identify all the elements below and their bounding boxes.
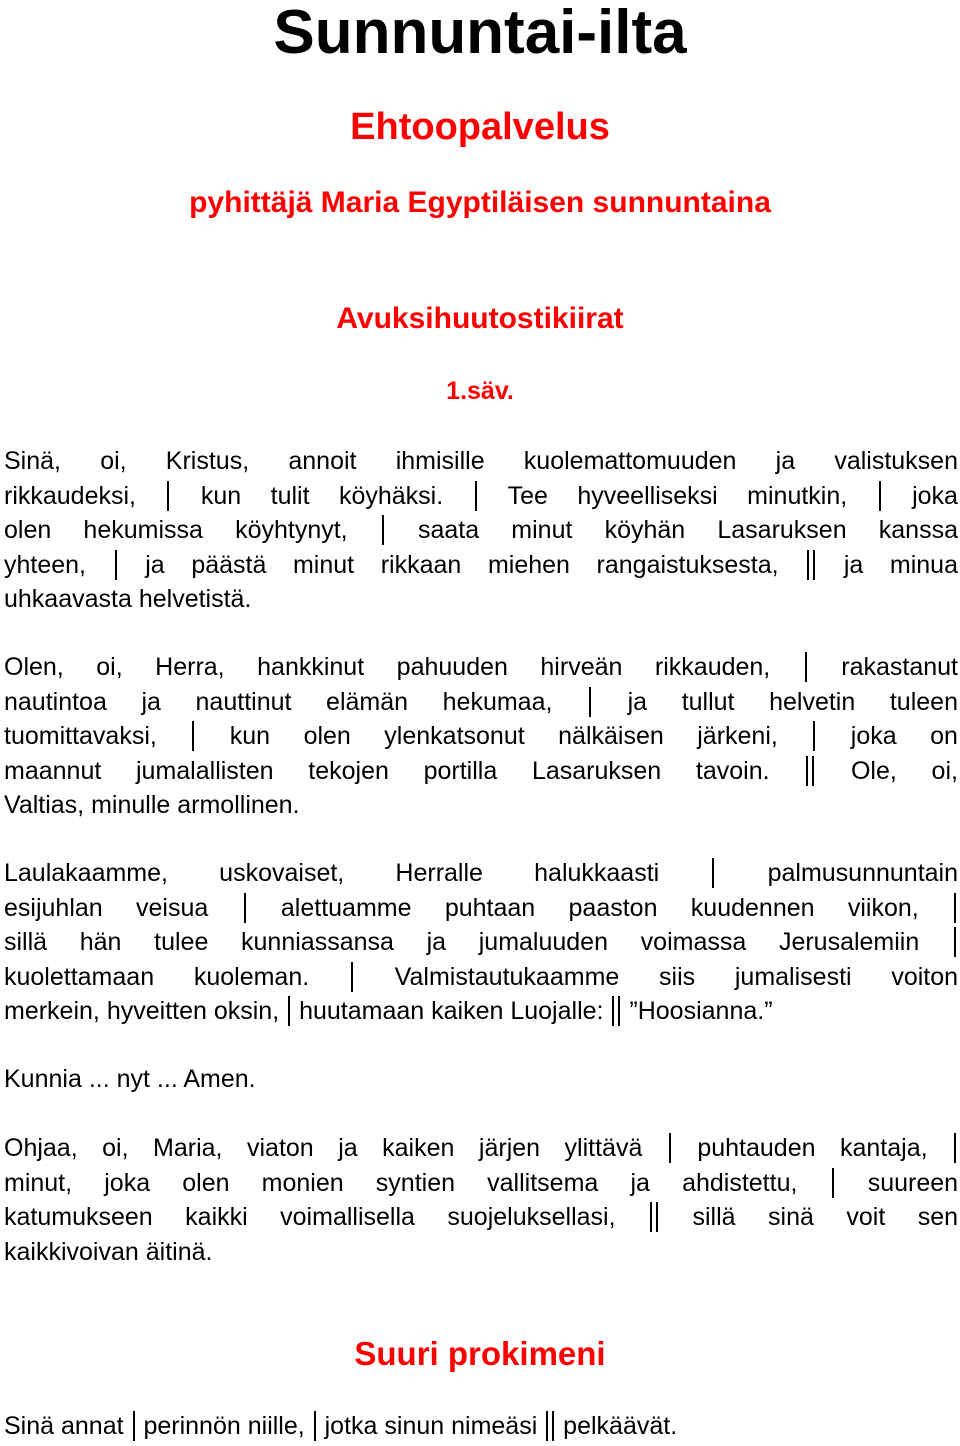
- text-line: rikkaudeksi, kun tulit köyhäksi. Tee hyveelliseksi minutkin, joka: [4, 481, 958, 510]
- text-line: kuolettamaan kuoleman. Valmistautukaamme siis jumalisesti voiton: [4, 962, 959, 991]
- double-bar-mark: [806, 756, 814, 786]
- double-bar-mark: [612, 996, 620, 1026]
- text-line: katumukseen kaikki voimallisella suojeluksellasi, sillä sinä voit sen: [4, 1203, 959, 1231]
- text-line: Sinä annat perinnön niille, jotka sinun nimeäsi pelkäävät.: [4, 1412, 678, 1440]
- bar-mark: [954, 893, 956, 923]
- text-line: Ohjaa, oi, Maria, viaton ja kaiken järjen ylittävä puhtauden kantaja,: [4, 1131, 958, 1166]
- occasion-subheading: pyhittäjä Maria Egyptiläisen sunnuntaina: [189, 186, 771, 219]
- text-line: olen hekumissa köyhtynyt, saata minut köyhän Lasaruksen kanssa: [4, 516, 958, 544]
- text-line: maannut jumalallisten tekojen portilla Lasaruksen tavoin. Ole, oi,: [4, 756, 958, 785]
- text-line: nautintoa ja nauttinut elämän hekumaa, ja tullut helvetin tuleen: [4, 687, 958, 716]
- page-title: Sunnuntai-ilta: [273, 0, 687, 67]
- double-bar-mark: [650, 1202, 658, 1232]
- double-bar-mark: [807, 550, 815, 580]
- text-line: yhteen, ja päästä minut rikkaan miehen rangaistuksesta, ja minua: [4, 550, 958, 579]
- bar-mark: [954, 927, 956, 957]
- bar-mark: [475, 481, 477, 511]
- bar-mark: [954, 1133, 956, 1163]
- text-line: uhkaavasta helvetistä.: [4, 585, 252, 613]
- double-bar-mark: [546, 1411, 554, 1441]
- bar-mark: [115, 550, 117, 580]
- text-line: merkein, hyveitten oksin, huutamaan kaiken Luojalle: ”Hoosianna.”: [4, 997, 773, 1025]
- text-line: Valtias, minulle armollinen.: [4, 791, 300, 819]
- text-line: minut, joka olen monien syntien vallitsema ja ahdistettu, suureen: [4, 1168, 959, 1197]
- bar-mark: [133, 1411, 135, 1441]
- text-line: tuomittavaksi, kun olen ylenkatsonut nälkäisen järkeni, joka on: [4, 722, 958, 750]
- text-line: Laulakaamme, uskovaiset, Herralle halukkaasti palmusunnuntain: [4, 859, 959, 887]
- text-line: sillä hän tulee kunniassansa ja jumaluuden voimassa Jerusalemiin: [4, 925, 958, 960]
- bar-mark: [167, 481, 169, 511]
- text-line: esijuhlan veisua alettuamme puhtaan paaston kuudennen viikon,: [4, 891, 958, 926]
- tone-label: 1.säv.: [446, 377, 514, 405]
- sticheron-1: [4, 444, 958, 617]
- prokimenon-text: [4, 1409, 958, 1444]
- bar-mark: [805, 652, 807, 682]
- text-line: Kunnia ... nyt ... Amen.: [4, 1065, 256, 1093]
- bar-mark: [192, 721, 194, 751]
- bar-mark: [288, 996, 290, 1026]
- text-line: kaikkivoivan äitinä.: [4, 1237, 213, 1266]
- sticheron-3: [4, 856, 958, 1029]
- bar-mark: [382, 515, 384, 545]
- bar-mark: [712, 858, 714, 888]
- bar-mark: [669, 1133, 671, 1163]
- sticheron-2: [4, 650, 958, 823]
- glory-line: [4, 1062, 958, 1097]
- text-line: Sinä, oi, Kristus, annoit ihmisille kuolemattomuuden ja valistuksen: [4, 447, 958, 475]
- bar-mark: [244, 893, 246, 923]
- theotokion: [4, 1131, 958, 1269]
- bar-mark: [813, 721, 815, 751]
- bar-mark: [879, 481, 881, 511]
- bar-mark: [589, 687, 591, 717]
- prokimenon-heading: Suuri prokimeni: [354, 1335, 606, 1372]
- service-heading: Ehtoopalvelus: [350, 106, 610, 148]
- section-heading: Avuksihuutostikiirat: [336, 302, 624, 335]
- bar-mark: [351, 962, 353, 992]
- text-line: Olen, oi, Herra, hankkinut pahuuden hirveän rikkauden, rakastanut: [4, 653, 959, 681]
- bar-mark: [314, 1411, 316, 1441]
- bar-mark: [832, 1168, 834, 1198]
